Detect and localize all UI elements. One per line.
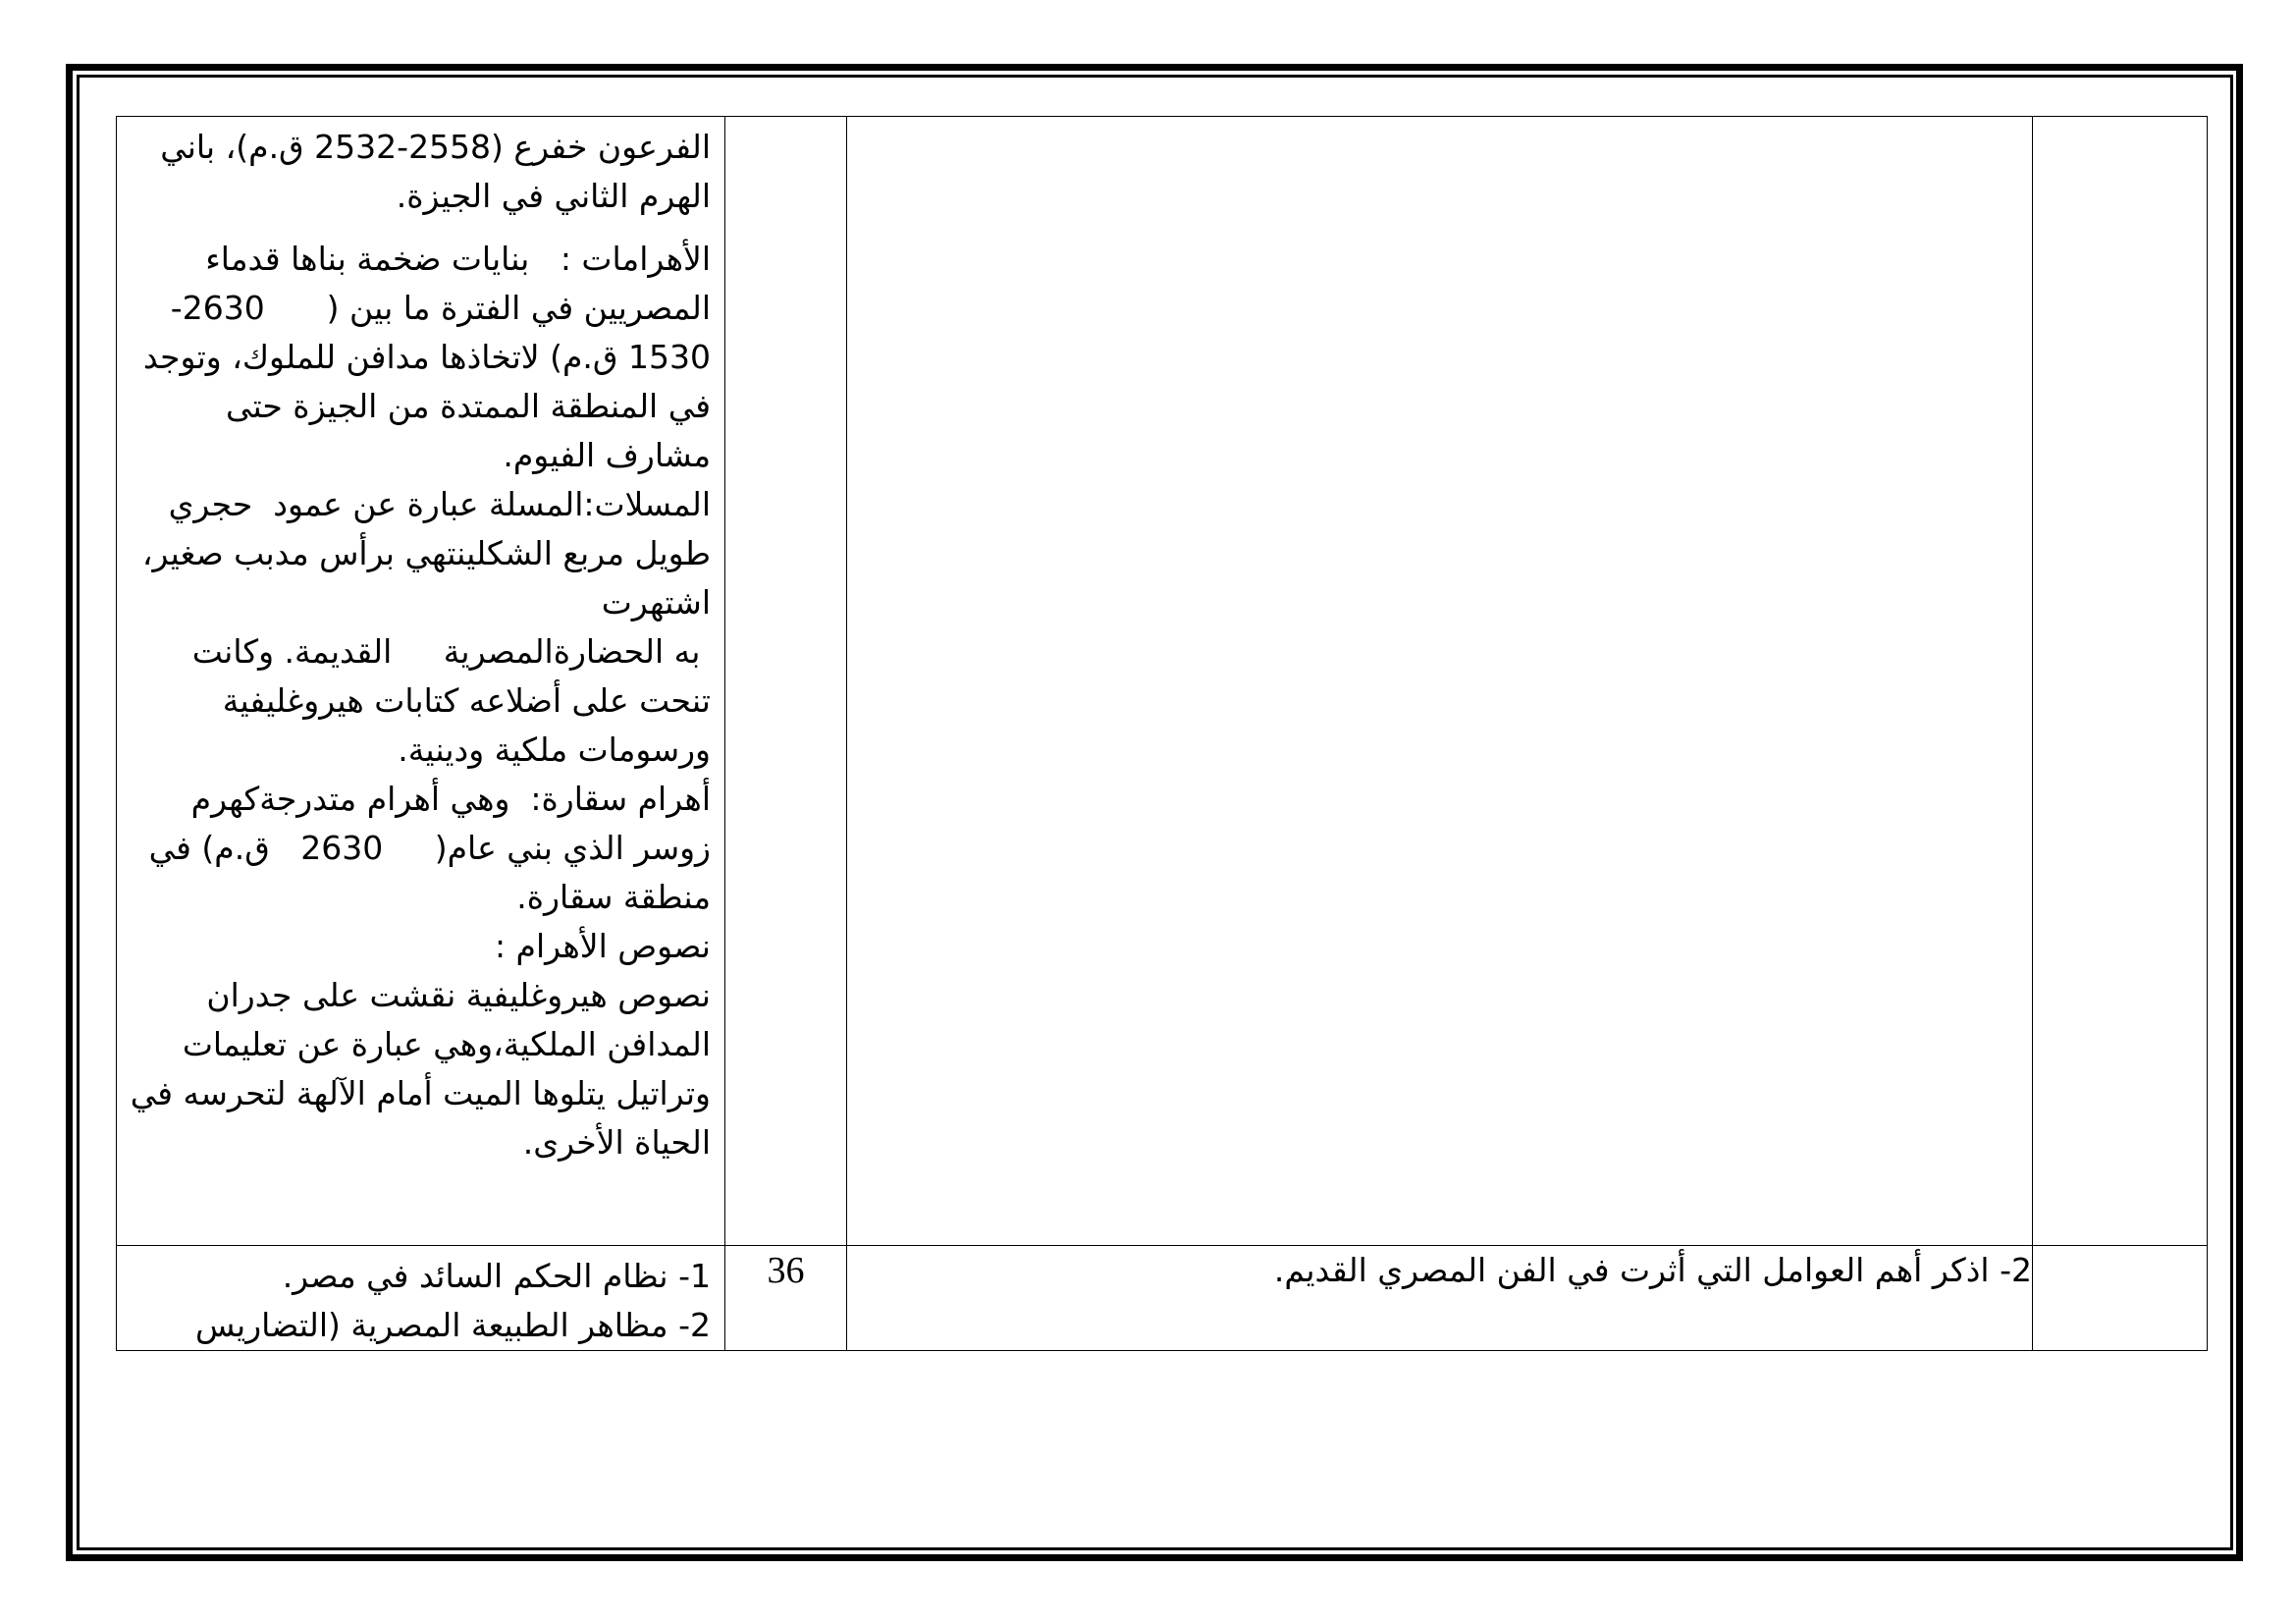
answer-cell <box>117 1246 725 1351</box>
table-row <box>117 1246 2208 1351</box>
paragraph-obelisks-cont: به الحضارةالمصرية القديمة. وكانت تنحت على أضلاعه كتابات هيروغليفية ورسومات ملكية ودينية. <box>182 632 711 769</box>
mark-cell <box>2033 117 2208 1246</box>
number-cell <box>725 117 847 1246</box>
answer-line-2: 2- مظاهر الطبيعة المصرية (التضاريس <box>194 1306 711 1344</box>
table-row <box>117 117 2208 1246</box>
paragraph-khafre: الفرعون خفرع (2558-2532 ق.م)، باني الهرم الثاني في الجيزة. <box>149 128 711 215</box>
mark-cell <box>2033 1246 2208 1351</box>
question-cell <box>847 117 2033 1246</box>
paragraph-pyramids: الأهرامات : بنايات ضخمة بناها قدماء المصريين في الفترة ما بين ( 2630-1530 ق.م) لاتخاذها مدافن للملوك، وتوجد في المنطقة الممتدة من الجيزة حتى مشارف الفيوم. <box>133 240 711 474</box>
answer-text <box>117 117 724 1167</box>
answer-line-1: 1- نظام الحكم السائد في مصر. <box>282 1257 711 1295</box>
answer-cell <box>117 117 725 1246</box>
paragraph-pyramid-texts: نصوص هيروغليفية نقشت على جدران المدافن الملكية،وهي عبارة عن تعليمات وتراتيل يتلوها الميت أمام الآلهة لتحرسه في الحياة الأخرى. <box>120 976 711 1162</box>
number-cell: 36 <box>725 1246 847 1351</box>
paragraph-saqqara: أهرام سقارة: وهي أهرام متدرجةكهرم زوسر الذي بني عام( 2630 ق.م) في منطقة سقارة. <box>138 780 711 916</box>
heading-pyramid-texts: نصوص الأهرام : <box>494 927 711 965</box>
content-table <box>116 116 2208 1351</box>
answer-text <box>117 1246 724 1350</box>
paragraph-obelisks: المسلات:المسلة عبارة عن عمود حجري طويل مربع الشكلينتهي برأس مدبب صغير، اشتهرت <box>132 485 711 622</box>
question-cell: 2- اذكر أهم العوامل التي أثرت في الفن المصري القديم. <box>847 1246 2033 1351</box>
